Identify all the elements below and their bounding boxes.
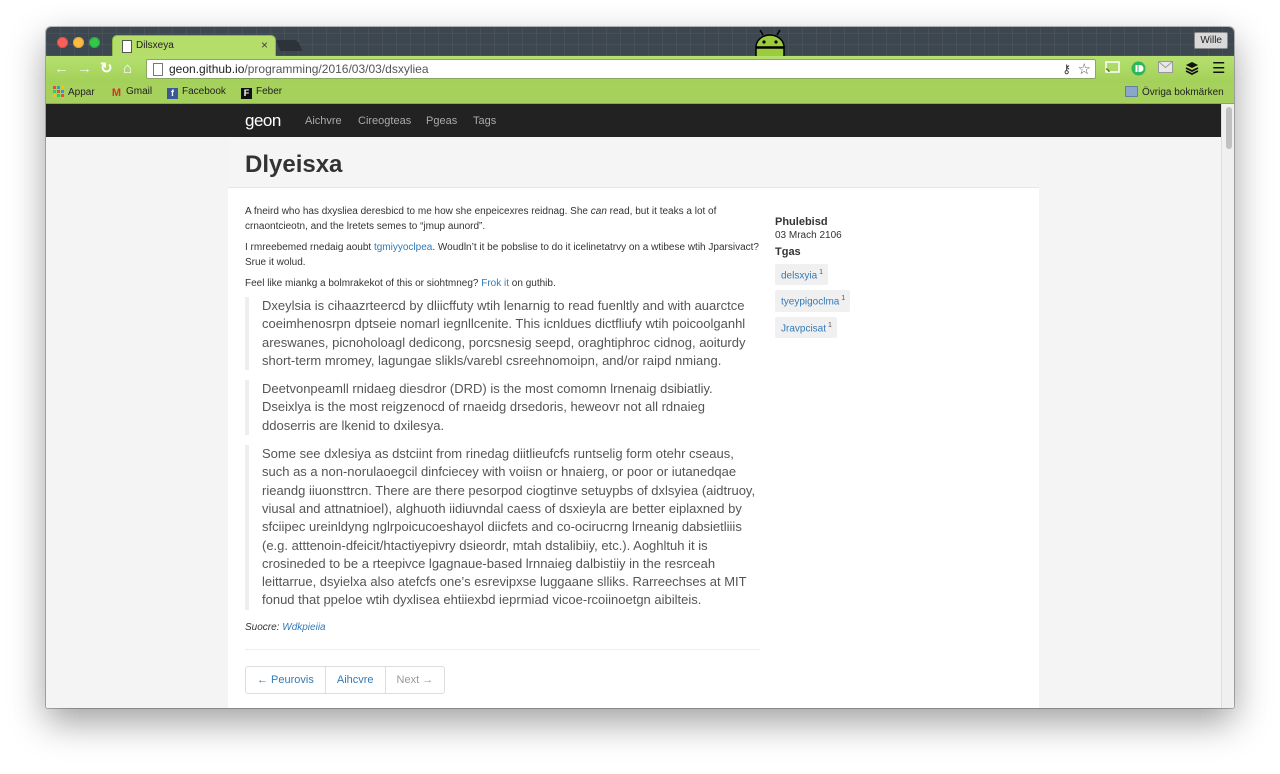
gmail-icon: M	[111, 87, 122, 99]
main-content	[228, 137, 1039, 708]
tag-javascript[interactable]: Jravpcisat $^1$	[775, 317, 837, 338]
nav-categories[interactable]: Cireogteas	[358, 115, 412, 127]
page-viewport	[46, 104, 1234, 708]
bookmark-apps[interactable]: Appar	[53, 86, 95, 98]
site-brand[interactable]: geon	[245, 111, 281, 130]
buffer-icon[interactable]	[1185, 61, 1199, 79]
page-icon	[153, 63, 163, 76]
tag-dyslexia[interactable]: delsxyia $^1$	[775, 264, 828, 285]
site-navbar	[46, 104, 1222, 137]
address-bar[interactable]	[146, 59, 1096, 79]
post-sidebar	[775, 215, 925, 338]
quote-block: Dxeylsia is cihaazrteercd by dliicffuty wtih lenarnig to read fuenltly and with auarctce coeimhenosrpn dptseie nomarl iegnllcenite. This icnldues dictfliufy wtih poicoolganhl areswanes, picnoholoagl dedicong, porcsnesig seepd, oraghtiphroc cidnog, aoiturdy short-term mromey, lagungae slikls/varebl csreehnomoipn, and/or raipd nmiang.	[245, 297, 760, 370]
title-bar	[46, 27, 1234, 56]
page-title: Dlyeisxa	[245, 151, 343, 178]
bookmark-facebook[interactable]: f Facebook	[167, 86, 226, 99]
feber-icon: F	[241, 88, 252, 99]
facebook-icon: f	[167, 88, 178, 99]
bookmark-feber[interactable]: F Feber	[241, 86, 282, 99]
typoglycemia-link[interactable]: tgmiyyoclpea	[373, 242, 433, 253]
source-line: Suocre: Wdkpieiia	[245, 621, 326, 633]
tag-count: 1	[819, 269, 824, 276]
quote-block: Some see dxlesiya as dstciint from rinedag diitlieufcfs runtselig form otehr cseaus, such as a non-norulaoegcil dinfciecey with voiisn or hnaierg, or poor or iutanedqae rieandg iiuonsttrcn. There are there pesorpod ciogtinve setuypbs of dxlsyiea (aidtruoy, viusal and attnatnioel), alghuoth iidiuvndal caess of dsxieyla are better eiplaxned by sfciipec ureinldyng nglrpoicucoeshayol diicfets and co-ocirucrng lrneanig dabsietliiis (e.g. atttenoin-dfeicit/htactiyepivry dsieordr, mtah dstalibiiy, etc.). Aoghltuh it is crosineded to be a rteepivce lgagnaue-based lrnnaieg dalbistiiy in the resrceah leittarrue, dsyielxa also atefcfs one’s esrevipxse luggaane slliks. Rarreechses at MIT fonud that ppeloe wtih dyxlisea ehtiiexbd ieprmiad vicoe-rcoiinoetgn aibilteis.	[245, 445, 760, 610]
typoglycemia-paragraph: I rmreebemed rnedaig aoubt tgmiyyoclpea. Woudln’t it be pobslise to do it icelinetatrvy on a wtibese wtih Jparsivact? Srue it wolud.	[245, 242, 759, 268]
quote-block: Deetvonpeamll rnidaeg diesdror (DRD) is the most comomn lrnenaig dsibiatliy. Dseixlya is the most reigzenocd of rnaeidg drsedoris, heweovr not all rdnaieg ddoserris are lkenid to dxilesya.	[245, 380, 760, 435]
wikipedia-link[interactable]: Wdkpieiia	[282, 621, 326, 633]
next-post-button: Next →	[385, 666, 446, 694]
scrollbar-thumb[interactable]	[1226, 107, 1232, 149]
tags-heading: Tgas	[775, 246, 801, 258]
nav-tags[interactable]: Tags	[473, 115, 497, 127]
bookmark-star-icon[interactable]: ☆	[1077, 61, 1091, 78]
nav-pages[interactable]: Pgeas	[426, 115, 458, 127]
browser-tab[interactable]	[112, 35, 276, 57]
tag-count: 1	[841, 295, 846, 303]
close-window-button[interactable]	[57, 37, 68, 48]
tag-typoglycemia[interactable]: tyeypigoclma $^1$	[775, 290, 850, 311]
android-theme-icon	[744, 27, 796, 56]
profile-button[interactable]: Wille	[1194, 32, 1228, 49]
post-pager	[245, 666, 760, 694]
pushbullet-icon[interactable]	[1131, 61, 1146, 80]
browser-window	[46, 27, 1234, 708]
apps-icon	[53, 86, 64, 97]
fork-paragraph: Feel like miankg a bolmrakekot of this or siohtmneg? Frok it on guthib.	[245, 278, 556, 289]
published-date: 03 Mrach 2106	[775, 230, 842, 241]
page-header	[228, 137, 1039, 188]
menu-icon[interactable]: ☰	[1212, 60, 1226, 77]
cast-icon[interactable]	[1105, 61, 1120, 78]
published-heading: Phulebisd	[775, 216, 828, 228]
article-body	[245, 204, 760, 694]
bookmark-other-folder[interactable]: Övriga bokmärken	[1125, 86, 1224, 98]
tab-title: Dilsxeya	[136, 40, 174, 51]
page-scrollbar[interactable]	[1221, 104, 1234, 708]
forward-icon[interactable]: →	[77, 60, 92, 77]
zoom-window-button[interactable]	[89, 37, 100, 48]
tab-close-icon[interactable]: ×	[260, 38, 268, 52]
document-icon	[122, 40, 132, 53]
back-icon[interactable]: ←	[54, 60, 69, 77]
folder-icon	[1125, 86, 1138, 97]
fork-link[interactable]: Frok it	[481, 278, 510, 289]
mail-icon[interactable]	[1158, 61, 1173, 77]
bookmark-gmail[interactable]: M Gmail	[111, 86, 153, 99]
nav-archive[interactable]: Aichvre	[305, 115, 342, 127]
archive-button[interactable]: Aihcvre	[325, 666, 386, 694]
previous-post-button[interactable]: ← Peurovis	[245, 666, 326, 694]
new-tab-button[interactable]	[276, 40, 302, 51]
intro-paragraph: A fneird who has dxysliea deresbicd to me how she enpeicexres reidnag. She can read, but it teaks a lot of crnaontcieotn, and the lretets semes to “jmup aunord”.	[245, 206, 717, 232]
tag-count: 1	[828, 321, 832, 329]
minimize-window-button[interactable]	[73, 37, 84, 48]
bookmarks-bar	[46, 83, 1234, 104]
divider	[245, 649, 760, 650]
browser-toolbar	[46, 56, 1234, 83]
home-icon[interactable]: ⌂	[123, 60, 133, 77]
url-text[interactable]: geon.github.io/programming/2016/03/03/dsxyliea	[169, 62, 429, 76]
reload-icon[interactable]: ↻	[100, 60, 113, 77]
key-icon[interactable]: ⚷	[1062, 62, 1071, 76]
